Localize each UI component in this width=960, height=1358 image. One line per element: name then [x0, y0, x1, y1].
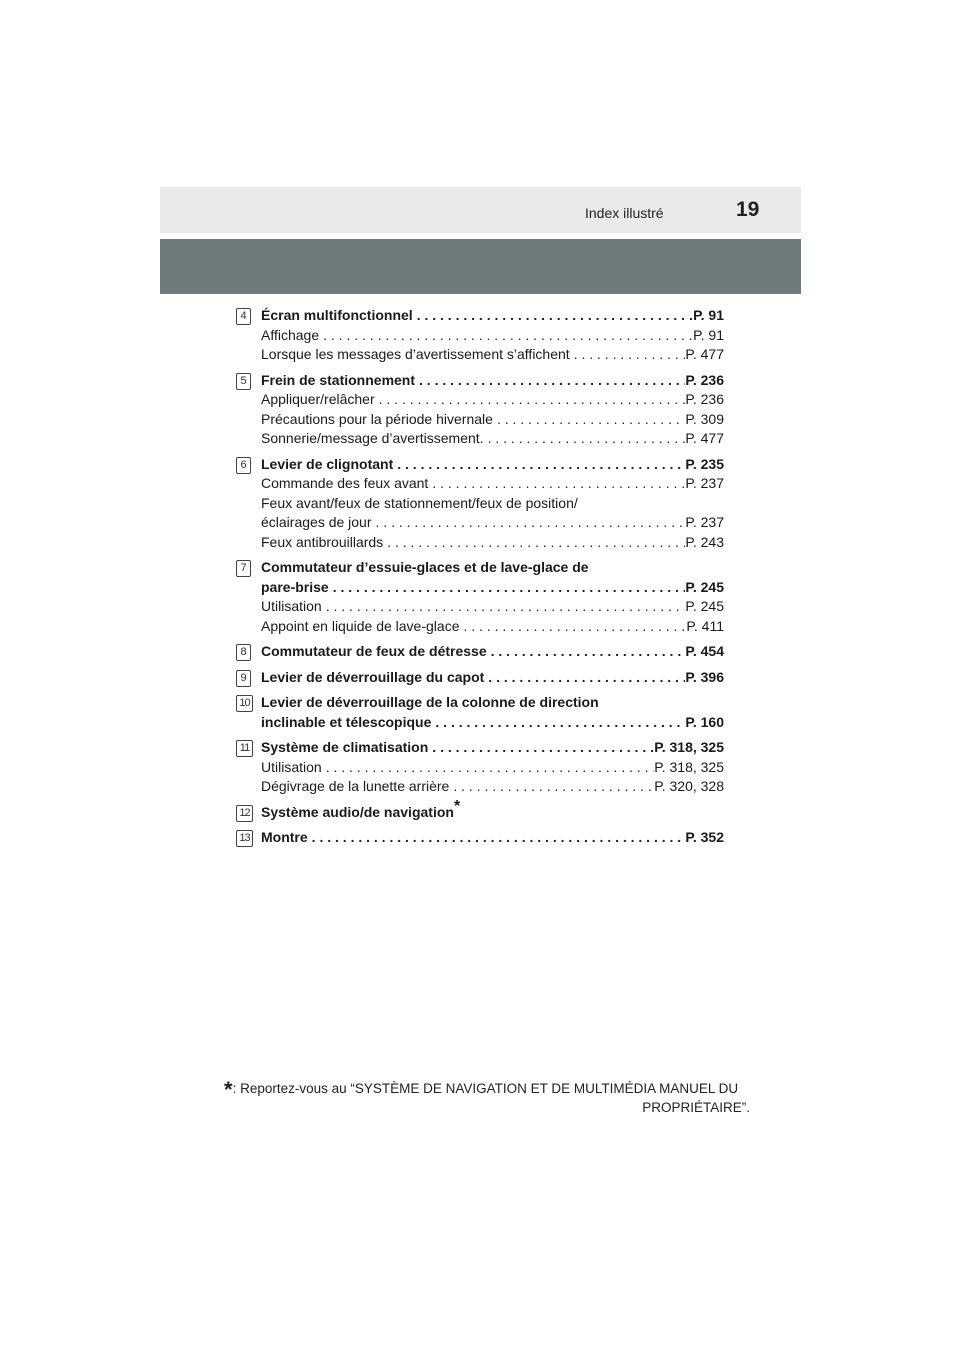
dot-leader: [329, 578, 686, 598]
dot-leader: [322, 758, 654, 778]
page-reference[interactable]: P. 236: [685, 371, 724, 388]
footnote-text-1: : Reportez-vous au “SYSTÈME DE NAVIGATION ET DE MULTIMÉDIA MANUEL DU: [232, 1081, 739, 1096]
entry-label: Levier de déverrouillage de la colonne de direction: [261, 694, 599, 710]
section-title: Index illustré: [585, 205, 664, 221]
entry-label: Commande des feux avant: [261, 475, 429, 491]
dot-leader: [570, 345, 686, 365]
header-dark-band: [160, 239, 801, 294]
entry-label: Appliquer/relâcher: [261, 391, 375, 407]
entry-label: Système audio/de navigation: [261, 803, 454, 820]
entry-label: Dégivrage de la lunette arrière: [261, 778, 450, 794]
index-entry: [236, 797, 724, 823]
entry-label: éclairages de jour: [261, 514, 372, 530]
index-entry: [236, 693, 724, 732]
item-number-marker: 10: [236, 695, 253, 712]
page-reference[interactable]: P. 237: [685, 475, 724, 491]
index-entry: [236, 455, 724, 553]
item-number-marker: 5: [236, 373, 251, 390]
index-heading[interactable]: [261, 455, 724, 475]
dot-leader: [428, 474, 685, 494]
page-reference[interactable]: P. 318, 325: [654, 758, 724, 775]
page-reference[interactable]: P. 477: [685, 346, 724, 362]
dot-leader: [449, 777, 654, 797]
dot-leader: [428, 738, 654, 758]
page-number: 19: [736, 198, 760, 221]
dot-leader: [393, 455, 685, 475]
index-heading[interactable]: [261, 371, 724, 391]
page-reference[interactable]: P. 236: [685, 391, 724, 407]
entry-label: Précautions pour la période hivernale: [261, 410, 493, 427]
item-number-marker: 13: [236, 830, 253, 847]
page-reference[interactable]: P. 309: [685, 410, 724, 427]
index-entry: [236, 738, 724, 797]
item-number-marker: 8: [236, 644, 251, 661]
dot-leader: [484, 429, 686, 449]
entry-label: Lorsque les messages d’avertissement s’affichent: [261, 346, 570, 362]
item-number-marker: 11: [236, 740, 253, 757]
index-entry: [236, 668, 724, 688]
index-entry: [236, 642, 724, 662]
dot-leader: [322, 597, 686, 617]
index-subitem[interactable]: [261, 777, 724, 797]
entry-label: Affichage: [261, 326, 320, 343]
entry-label: Feux avant/feux de stationnement/feux de position/: [261, 494, 578, 511]
index-subitem[interactable]: [261, 617, 724, 637]
index-subitem[interactable]: [261, 410, 724, 430]
page-reference[interactable]: P. 91: [693, 307, 724, 323]
index-list: [236, 306, 724, 848]
index-heading[interactable]: [261, 306, 724, 326]
item-number-marker: 12: [236, 805, 253, 822]
dot-leader: [375, 390, 686, 410]
index-subitem[interactable]: [261, 345, 724, 365]
page-reference[interactable]: P. 411: [686, 617, 724, 634]
index-subitem[interactable]: [261, 326, 724, 346]
index-subitem[interactable]: [261, 513, 724, 533]
entry-label: Commutateur de feux de détresse: [261, 643, 487, 659]
index-heading[interactable]: [261, 713, 724, 733]
page-reference[interactable]: P. 320, 328: [654, 778, 724, 794]
header-band: [160, 187, 801, 233]
index-entry: [236, 371, 724, 449]
index-subitem[interactable]: [261, 533, 724, 553]
entry-label: Feux antibrouillards: [261, 533, 384, 550]
index-heading[interactable]: [261, 578, 724, 598]
page-reference[interactable]: P. 396: [685, 668, 724, 685]
dot-leader: [459, 617, 686, 637]
footnote-line-2: PROPRIÉTAIRE”.: [642, 1100, 750, 1115]
dot-leader: [493, 410, 685, 430]
index-subitem[interactable]: [261, 429, 724, 449]
index-heading: [261, 693, 724, 713]
index-subitem[interactable]: [261, 597, 724, 617]
page-reference[interactable]: P. 352: [685, 829, 724, 845]
item-number-marker: 9: [236, 670, 251, 687]
page-reference[interactable]: P. 237: [685, 514, 724, 530]
entry-label: Levier de déverrouillage du capot: [261, 668, 485, 685]
dot-leader: [484, 668, 685, 688]
page-reference[interactable]: P. 245: [685, 598, 724, 614]
entry-label: Utilisation: [261, 758, 322, 775]
entry-label: Commutateur d’essuie-glaces et de lave-glace de: [261, 559, 589, 575]
page-reference[interactable]: P. 243: [685, 533, 724, 550]
dot-leader: [383, 533, 685, 553]
page-reference[interactable]: P. 235: [685, 455, 724, 472]
item-number-marker: 6: [236, 457, 251, 474]
entry-label: Utilisation: [261, 598, 322, 614]
index-heading[interactable]: [261, 668, 724, 688]
page-reference[interactable]: P. 318, 325: [654, 739, 724, 755]
footnote: [224, 1077, 750, 1117]
index-entry: [236, 828, 724, 848]
entry-label: Sonnerie/message d’avertissement.: [261, 430, 484, 446]
dot-leader: [415, 371, 685, 391]
index-subitem: [261, 494, 724, 514]
entry-label: Système de climatisation: [261, 739, 429, 755]
index-entry: [236, 306, 724, 365]
dot-leader: [431, 713, 685, 733]
dot-leader: [372, 513, 686, 533]
page-reference[interactable]: P. 91: [693, 326, 724, 343]
index-subitem[interactable]: [261, 474, 724, 494]
dot-leader: [308, 828, 686, 848]
dot-leader: [319, 326, 693, 346]
entry-label: Levier de clignotant: [261, 455, 394, 472]
entry-label: pare-brise: [261, 578, 329, 595]
index-heading[interactable]: [261, 738, 724, 758]
index-entry: [236, 558, 724, 636]
item-number-marker: 7: [236, 560, 251, 577]
index-heading: [261, 558, 724, 578]
page-reference[interactable]: P. 454: [685, 643, 724, 659]
entry-label: inclinable et télescopique: [261, 713, 432, 730]
footnote-marker: *: [453, 797, 461, 815]
footnote-star: *: [224, 1077, 233, 1102]
dot-leader: [413, 306, 693, 326]
index-subitem[interactable]: [261, 390, 724, 410]
index-heading[interactable]: [261, 642, 724, 662]
page-reference[interactable]: P. 160: [685, 713, 724, 730]
page-reference[interactable]: P. 477: [685, 430, 724, 446]
item-number-marker: 4: [236, 308, 251, 325]
index-subitem[interactable]: [261, 758, 724, 778]
footnote-line-1: [224, 1077, 750, 1102]
dot-leader: [487, 642, 686, 662]
entry-label: Appoint en liquide de lave-glace: [261, 617, 460, 634]
page-reference[interactable]: P. 245: [685, 578, 724, 595]
entry-label: Frein de stationnement: [261, 371, 416, 388]
entry-label: Écran multifonctionnel: [261, 307, 413, 323]
entry-label: Montre: [261, 829, 308, 845]
index-heading: [261, 797, 724, 823]
index-heading[interactable]: [261, 828, 724, 848]
